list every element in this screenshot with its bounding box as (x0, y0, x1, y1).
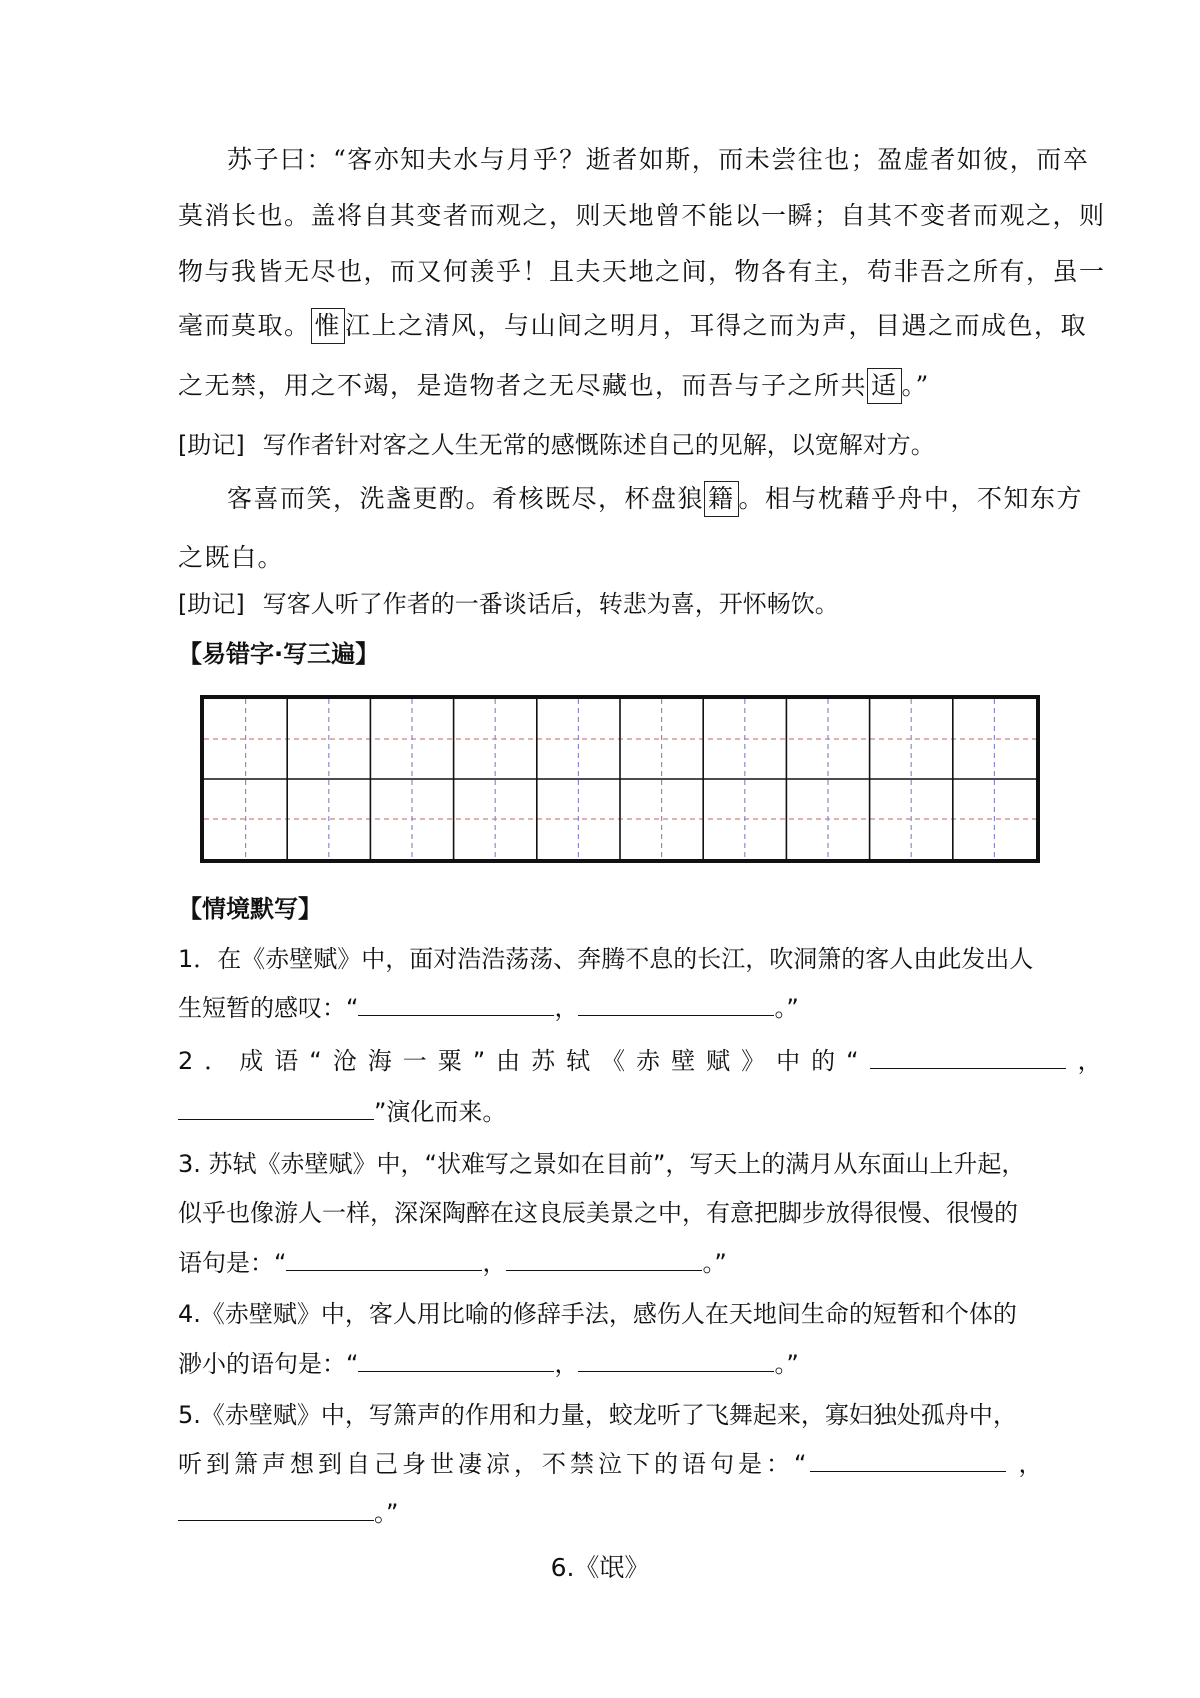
passage-line: 苏子曰：“客亦知夫水与月乎？逝者如斯，而未尝往也；盈虚者如彼，而卒 (227, 145, 1090, 174)
passage-text: 。” (901, 371, 930, 400)
answer-blank[interactable] (870, 1046, 1066, 1069)
question-text: ， (554, 994, 579, 1022)
question-text: ， (1018, 1450, 1043, 1478)
writing-practice-grid[interactable] (200, 695, 1040, 863)
question-3-line: 似乎也像游人一样，深深陶醉在这良辰美景之中，有意把脚步放得很慢、很慢的 (178, 1199, 1018, 1227)
note-tag: [助记] (178, 431, 245, 459)
highlighted-char-box: 籍 (704, 481, 739, 517)
answer-blank[interactable] (810, 1449, 1006, 1472)
question-text: ， (482, 1249, 507, 1277)
next-section-title: 6.《氓》 (550, 1553, 650, 1582)
question-text: 语句是：“ (178, 1249, 287, 1277)
question-text: ， (1077, 1047, 1102, 1075)
passage-text: 。相与枕藉乎舟中，不知东方 (738, 484, 1084, 513)
answer-blank[interactable] (358, 993, 554, 1016)
question-5-line: 5.《赤壁赋》中，写箫声的作用和力量，蛟龙听了飞舞起来，寡妇独处孤舟中， (178, 1401, 1017, 1429)
passage-line: 莫消长也。盖将自其变者而观之，则天地曾不能以一瞬；自其不变者而观之，则 (178, 201, 1106, 230)
memory-aid-note (178, 584, 839, 619)
question-4-line (178, 1344, 799, 1379)
answer-blank[interactable] (178, 1097, 374, 1120)
question-2-line (178, 1092, 506, 1127)
passage-line: 之既白。 (178, 543, 285, 572)
question-text: 。” (774, 994, 799, 1022)
question-text: 生短暂的感叹：“ (178, 994, 359, 1022)
note-text: 写客人听了作者的一番谈话后，转悲为喜，开怀畅饮。 (262, 590, 839, 618)
question-3-line: 3. 苏轼《赤壁赋》中，“状难写之景如在目前”，写天上的满月从东面山上升起， (178, 1150, 1026, 1178)
question-1-line (178, 988, 799, 1023)
question-text: 2．成语“沧海一粟”由苏轼《赤壁赋》中的“ (178, 1047, 870, 1075)
question-text: 。” (702, 1249, 727, 1277)
question-5-line (178, 1493, 398, 1528)
grid-lines (204, 699, 1036, 859)
passage-line: 物与我皆无尽也，而又何羡乎！且夫天地之间，物各有主，苟非吾之所有，虽一 (178, 257, 1106, 286)
question-text: ”演化而来。 (374, 1098, 507, 1126)
highlighted-char-box: 适 (867, 368, 902, 404)
answer-blank[interactable] (578, 1349, 774, 1372)
question-1-line: 1．在《赤壁赋》中，面对浩浩荡荡、奔腾不息的长江，吹洞箫的客人由此发出人 (178, 945, 1034, 973)
answer-blank[interactable] (506, 1248, 702, 1271)
memory-aid-note (178, 425, 935, 460)
note-tag: [助记] (178, 590, 245, 618)
answer-blank[interactable] (358, 1349, 554, 1372)
question-text: 听到箫声想到自己身世凄凉，不禁泣下的语句是：“ (178, 1450, 811, 1478)
passage-text: 客喜而笑，洗盏更酌。肴核既尽，杯盘狼 (227, 484, 705, 513)
passage-line (178, 366, 930, 404)
passage-line (178, 306, 1087, 344)
passage-text: 之无禁，用之不竭，是造物者之无尽藏也，而吾与子之所共 (178, 371, 868, 400)
question-3-line (178, 1243, 727, 1278)
passage-text: 毫而莫取。 (178, 311, 311, 340)
answer-blank[interactable] (286, 1248, 482, 1271)
passage-line (227, 479, 1083, 517)
section-heading-practice: 【易错字·写三遍】 (178, 640, 380, 668)
question-text: 渺小的语句是：“ (178, 1350, 359, 1378)
question-5-line (178, 1444, 1042, 1479)
highlighted-char-box: 惟 (311, 308, 346, 344)
passage-text: 江上之清风，与山间之明月，耳得之而为声，目遇之而成色，取 (345, 311, 1088, 340)
question-text: 。” (374, 1499, 399, 1527)
question-4-line: 4.《赤壁赋》中，客人用比喻的修辞手法，感伤人在天地间生命的短暂和个体的 (178, 1300, 1017, 1328)
question-2-line (178, 1041, 1102, 1076)
note-text: 写作者针对客之人生无常的感慨陈述自己的见解，以宽解对方。 (262, 431, 935, 459)
answer-blank[interactable] (578, 993, 774, 1016)
answer-blank[interactable] (178, 1498, 374, 1521)
question-text: 。” (774, 1350, 799, 1378)
section-heading-dictation: 【情境默写】 (178, 895, 322, 923)
question-text: ， (554, 1350, 579, 1378)
